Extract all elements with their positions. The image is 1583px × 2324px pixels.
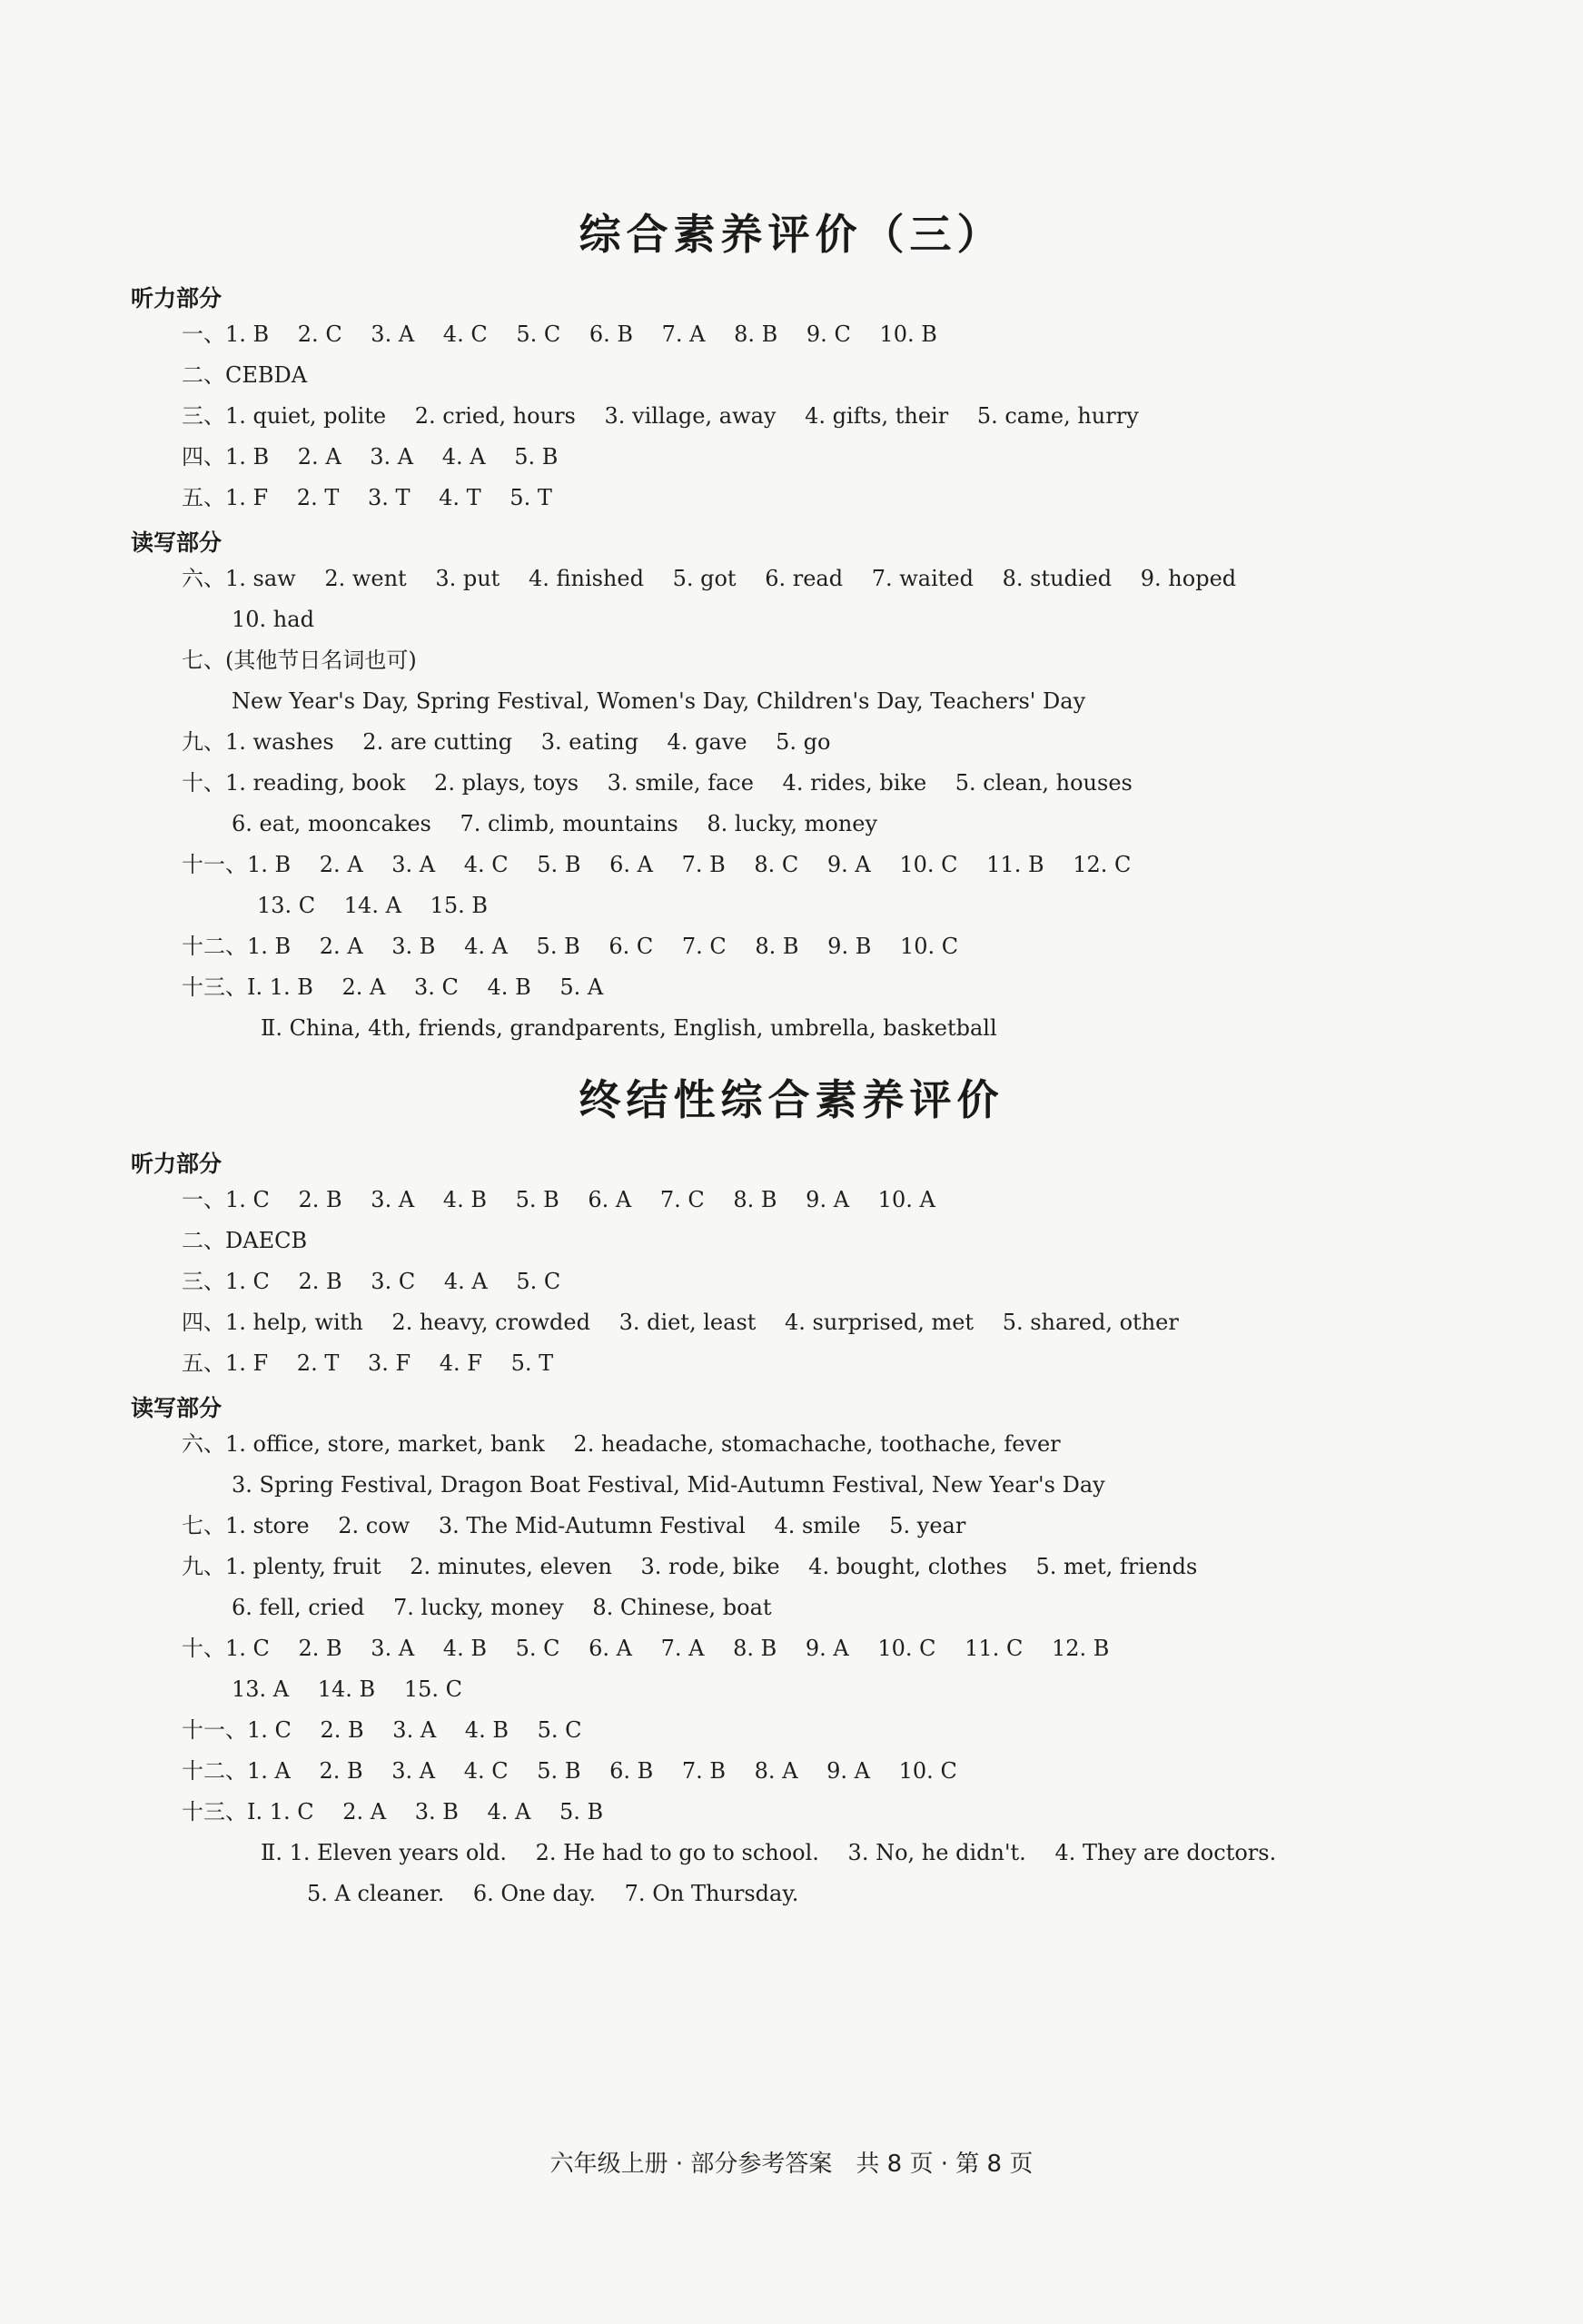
answer-line: 十二、1. A 2. B 3. A 4. C 5. B 6. B 7. B 8. A 9. A 10. C [182,1758,957,1784]
section1-reading-writing-heading: 读写部分 [131,529,223,556]
section1-listening-heading: 听力部分 [131,285,223,312]
section1-title: 综合素养评价（三） [579,210,1004,259]
answer-line: 十二、1. B 2. A 3. B 4. A 5. B 6. C 7. C 8. B 9. B 10. C [182,934,959,959]
section2-title: 终结性综合素养评价 [579,1075,1004,1124]
answer-line: 五、1. F 2. T 3. F 4. F 5. T [182,1350,554,1376]
answer-line: 九、1. plenty, fruit 2. minutes, eleven 3. rode, bike 4. bought, clothes 5. met, friends [182,1554,1198,1579]
answer-line: 一、1. B 2. C 3. A 4. C 5. C 6. B 7. A 8. B 9. C 10. B [182,321,937,347]
answer-line: 二、CEBDA [182,362,308,388]
answer-line: 6. eat, mooncakes 7. climb, mountains 8. lucky, money [232,811,878,836]
answer-line: Ⅱ. China, 4th, friends, grandparents, English, umbrella, basketball [261,1015,997,1041]
answer-line: 三、1. C 2. B 3. C 4. A 5. C [182,1269,561,1294]
answer-line: 一、1. C 2. B 3. A 4. B 5. B 6. A 7. C 8. B 9. A 10. A [182,1187,935,1212]
answer-line: 七、1. store 2. cow 3. The Mid-Autumn Festival 4. smile 5. year [182,1513,966,1538]
answer-line: New Year's Day, Spring Festival, Women's Day, Children's Day, Teachers' Day [232,688,1086,714]
answer-line: 6. fell, cried 7. lucky, money 8. Chinese, boat [232,1595,772,1620]
section2-reading-writing-heading: 读写部分 [131,1395,223,1421]
answer-line: 10. had [232,607,314,632]
answer-line: 13. C 14. A 15. B [257,893,488,918]
answer-line: 二、DAECB [182,1228,308,1253]
answer-line: 5. A cleaner. 6. One day. 7. On Thursday. [307,1881,799,1906]
section2-listening-heading: 听力部分 [131,1151,223,1177]
answer-line: 3. Spring Festival, Dragon Boat Festival, Mid-Autumn Festival, New Year's Day [232,1472,1105,1498]
answer-line: Ⅱ. 1. Eleven years old. 2. He had to go to school. 3. No, he didn't. 4. They are doctors. [261,1840,1277,1865]
answer-line: 十、1. reading, book 2. plays, toys 3. smile, face 4. rides, bike 5. clean, houses [182,770,1133,796]
answer-line: 十一、1. B 2. A 3. A 4. C 5. B 6. A 7. B 8. C 9. A 10. C 11. B 12. C [182,852,1132,877]
answer-line: 十、1. C 2. B 3. A 4. B 5. C 6. A 7. A 8. B 9. A 10. C 11. C 12. B [182,1636,1110,1661]
answer-line: 13. A 14. B 15. C [232,1676,462,1702]
answer-line: 三、1. quiet, polite 2. cried, hours 3. village, away 4. gifts, their 5. came, hurry [182,403,1139,429]
answer-line: 六、1. office, store, market, bank 2. headache, stomachache, toothache, fever [182,1431,1061,1457]
answer-line: 六、1. saw 2. went 3. put 4. finished 5. got 6. read 7. waited 8. studied 9. hoped [182,566,1237,591]
answer-line: 四、1. help, with 2. heavy, crowded 3. diet, least 4. surprised, met 5. shared, other [182,1310,1179,1335]
answer-line: 四、1. B 2. A 3. A 4. A 5. B [182,444,559,470]
answer-line: 十三、Ⅰ. 1. C 2. A 3. B 4. A 5. B [182,1799,604,1825]
answer-line: 十三、Ⅰ. 1. B 2. A 3. C 4. B 5. A [182,974,604,1000]
page-footer: 六年级上册 · 部分参考答案 共 8 页 · 第 8 页 [549,2151,1034,2178]
answer-line: 七、(其他节日名词也可) [182,648,417,673]
answer-line: 五、1. F 2. T 3. T 4. T 5. T [182,485,552,510]
answer-line: 九、1. washes 2. are cutting 3. eating 4. gave 5. go [182,729,831,755]
answer-line: 十一、1. C 2. B 3. A 4. B 5. C [182,1717,582,1743]
